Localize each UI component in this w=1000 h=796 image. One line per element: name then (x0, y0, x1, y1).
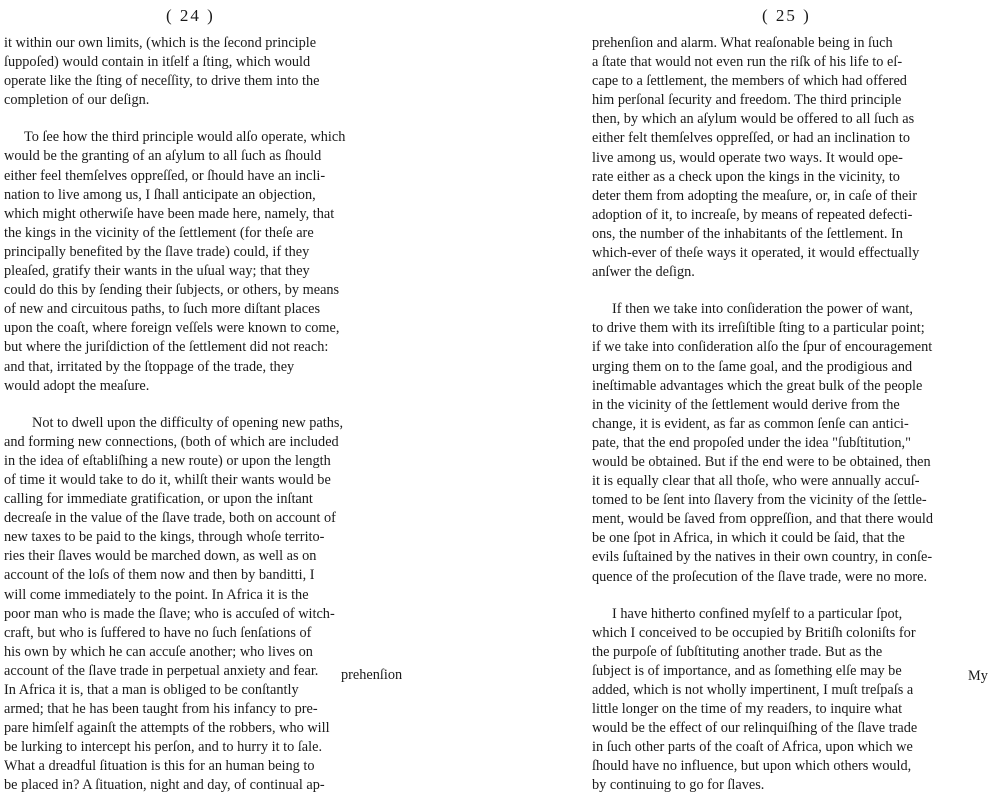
text-line: account of the loſs of them now and then by banditti, I (4, 567, 315, 584)
text-line: which I conceived to be occupied by Britiſh coloniſts for (592, 624, 916, 641)
text-line: poor man who is made the ſlave; who is accuſed of witch- (4, 605, 335, 622)
text-line: either feel themſelves oppreſſed, or ſhould have an incli- (4, 167, 326, 184)
text-line: operate like the ſting of neceſſity, to drive them into the (4, 73, 320, 90)
text-line: ſhould have no influence, but upon which others would, (592, 758, 912, 775)
text-line: which might otherwiſe have been made here, namely, that (4, 205, 335, 222)
text-line: could do this by ſending their ſubjects, or others, by means (4, 282, 340, 299)
text-line: prehenſion and alarm. What reaſonable being in ſuch (592, 35, 893, 51)
text-line: calling for immediate gratification, or upon the inſtant (4, 491, 313, 508)
text-line: either felt themſelves oppreſſed, or had an inclination to (592, 130, 911, 147)
text-line: in ſuch other parts of the coaſt of Africa, upon which we (592, 739, 913, 756)
text-line: by continuing to go for ſlaves. (592, 777, 765, 794)
catchword: prehenſion (341, 667, 403, 683)
text-line: it within our own limits, (which is the ſecond principle (4, 35, 317, 51)
text-line: would be the effect of our relinquiſhing of the ſlave trade (592, 720, 918, 737)
text-line: little longer on the time of my readers, to inquire what (592, 701, 903, 718)
text-line: a ſtate that would not even run the riſk of his life to eſ- (592, 54, 903, 71)
text-line: ineſtimable advantages which the great bulk of the people (592, 377, 923, 394)
text-line: the purpoſe of ſubſtituting another trade. But as the (592, 643, 883, 660)
text-line: pate, that the end propoſed under the idea "ſubſtitution," (592, 434, 911, 451)
text-line: in the vicinity of the ſettlement would derive from the (592, 396, 900, 413)
page-number: ( 25 ) (762, 6, 811, 25)
text-line: decreaſe in the value of the ſlave trade, both on account of (4, 510, 336, 527)
text-line: would be the granting of an aſylum to all ſuch as ſhould (4, 148, 322, 165)
text-line: live among us, would operate two ways. It would ope- (592, 149, 903, 166)
text-line: to drive them with its irreſiſtible ſting to a particular point; (592, 320, 925, 337)
text-line: ſubject is of importance, and as ſomething elſe may be (592, 662, 902, 679)
text-line: evils ſuſtained by the natives in their own country, in conſe- (592, 549, 933, 566)
text-line: of new and circuitous paths, to ſuch more diſtant places (4, 301, 321, 318)
text-line: change, it is evident, as far as common ſenſe can antici- (592, 415, 909, 432)
text-line: pare himſelf againſt the attempts of the robbers, who will (4, 720, 330, 737)
text-line: and that, irritated by the ſtoppage of the trade, they (4, 358, 295, 375)
text-line: nation to live among us, I ſhall anticipate an objection, (4, 186, 316, 203)
text-line: which-ever of theſe ways it operated, it would effectually (592, 245, 920, 262)
paragraph (592, 605, 992, 796)
paragraph (592, 300, 992, 586)
text-line: in the idea of eſtabliſhing a new route) or upon the length (4, 452, 331, 469)
left-page (0, 0, 480, 794)
text-line: adoption of it, to increaſe, by means of repeated defecti- (592, 206, 913, 223)
text-line: What a dreadful ſituation is this for an human being to (4, 758, 315, 775)
text-line: urging them on to the ſame goal, and the prodigious and (592, 358, 913, 375)
text-line: new taxes to be paid to the kings, through whoſe territo- (4, 529, 325, 546)
text-column (592, 34, 992, 796)
text-line: added, which is not wholly impertinent, I muſt treſpaſs a (592, 682, 914, 698)
text-line: rate either as a check upon the kings in the vicinity, to (592, 168, 900, 185)
text-line: and forming new connections, (both of which are included (4, 433, 339, 450)
text-line: of time it would take to do it, whilſt their wants would be (4, 471, 331, 488)
text-line: his own by which he can accuſe another; who lives on (4, 643, 313, 660)
text-line: be placed in? A ſituation, night and day, of continual ap- (4, 777, 325, 794)
text-line: tomed to be ſent into ſlavery from the vicinity of the ſettle- (592, 492, 927, 509)
text-line: If then we take into conſideration the power of want, (612, 301, 913, 318)
text-line: pleaſed, gratify their wants in the uſual way; that they (4, 263, 310, 280)
text-line: ſuppoſed) would contain in itſelf a ſting, which would (4, 54, 311, 71)
text-line: be one ſpot in Africa, in which it could be ſaid, that the (592, 530, 905, 547)
text-line: the kings in the vicinity of the ſettlement (for theſe are (4, 224, 314, 241)
paragraph (4, 128, 406, 395)
text-line: if we take into conſideration alſo the ſpur of encouragement (592, 339, 933, 356)
text-line: will come immediately to the point. In Africa it is the (4, 586, 309, 603)
text-line: In Africa it is, that a man is obliged to be conſtantly (4, 682, 299, 698)
paragraph (4, 34, 406, 110)
text-line: be lurking to intercept his perſon, and to hurry it to ſale. (4, 739, 323, 756)
text-line: principally benefited by the ſlave trade) could, if they (4, 243, 310, 260)
text-line: quence of the proſecution of the ſlave trade, were no more. (592, 568, 928, 585)
text-line: ons, the number of the inhabitants of the ſettlement. In (592, 225, 903, 242)
page-number: ( 24 ) (166, 6, 215, 25)
text-line: deter them from adopting the meaſure, or, in caſe of their (592, 187, 917, 204)
text-line: but where the juriſdiction of the ſettlement did not reach: (4, 339, 329, 356)
text-line: I have hitherto confined myſelf to a particular ſpot, (612, 605, 903, 622)
text-line: account of the ſlave trade in perpetual anxiety and fear. (4, 662, 319, 679)
text-line: would adopt the meaſure. (4, 377, 150, 394)
text-line: craft, but who is ſuffered to have no ſuch ſenſations of (4, 624, 312, 641)
text-line: To ſee how the third principle would alſo operate, which (24, 129, 346, 146)
paragraph (4, 414, 406, 796)
text-line: ment, would be ſaved from oppreſſion, and that there would (592, 511, 934, 528)
text-line: armed; that he has been taught from his infancy to pre- (4, 701, 318, 718)
text-line: it is equally clear that all thoſe, who were annually accuſ- (592, 473, 920, 490)
catchword: My (968, 668, 988, 684)
paragraph (592, 34, 992, 282)
text-line: anſwer the deſign. (592, 264, 695, 281)
text-line: completion of our deſign. (4, 92, 150, 109)
text-line: then, by which an aſylum would be offered to all ſuch as (592, 111, 915, 128)
text-line: ries their ſlaves would be marched down, as well as on (4, 548, 317, 565)
text-line: would be obtained. But if the end were to be obtained, then (592, 453, 931, 470)
text-line: upon the coaſt, where foreign veſſels were known to come, (4, 320, 340, 337)
text-line: Not to dwell upon the difficulty of opening new paths, (32, 414, 344, 431)
text-line: cape to a ſettlement, the members of which had offered (592, 73, 907, 90)
text-line: him perſonal ſecurity and freedom. The third principle (592, 92, 902, 109)
